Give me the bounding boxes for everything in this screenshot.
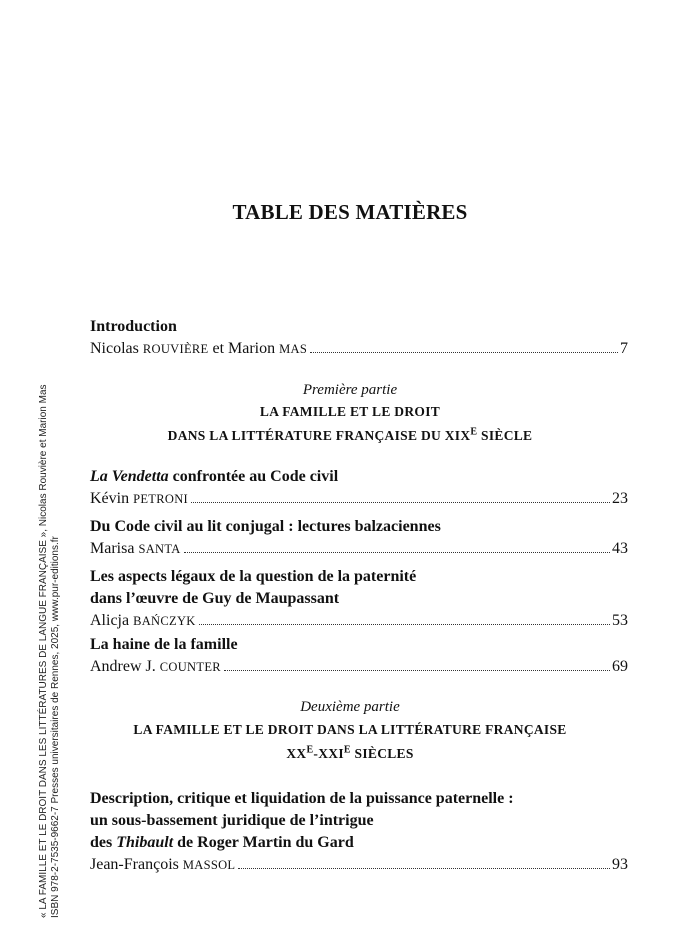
dot-leader bbox=[224, 670, 610, 671]
page-number: 43 bbox=[612, 540, 628, 557]
entry-author-line bbox=[90, 488, 628, 510]
dot-leader bbox=[184, 552, 610, 553]
author-name: Kévin PETRONI bbox=[90, 490, 188, 507]
author-name: Jean-François MASSOL bbox=[90, 856, 236, 873]
page-number: 53 bbox=[612, 612, 628, 629]
part-1-title: LA FAMILLE ET LE DROIT DANS LA LITTÉRATURE FRANÇAISE DU $XIX^E$ SIÈCLE bbox=[167, 404, 533, 443]
page-number: 7 bbox=[620, 340, 628, 357]
dot-leader bbox=[191, 502, 610, 503]
sidebar-line-1: « LA FAMILLE ET LE DROIT DANS LES LITTÉRATURES DE LANGUE FRANÇAISE », Nicolas Rouvière et Marion Mas bbox=[38, 384, 49, 918]
toc-entry-santa[interactable] bbox=[90, 516, 628, 560]
entry-author-line bbox=[90, 656, 628, 678]
toc-entry-massol[interactable] bbox=[90, 788, 628, 876]
entry-author-line bbox=[90, 610, 628, 632]
dot-leader bbox=[238, 868, 610, 869]
toc-entry-banczyk[interactable] bbox=[90, 566, 628, 632]
entry-title: Les aspects légaux de la question de la paternité dans l’œuvre de Guy de Maupassant bbox=[90, 568, 417, 607]
entry-title: Description, critique et liquidation de la puissance paternelle : un sous-bassement juridique de l’intrigue des Thibault de Roger Martin du Gard bbox=[90, 790, 514, 851]
dot-leader bbox=[199, 624, 610, 625]
author-name: Andrew J. COUNTER bbox=[90, 658, 221, 675]
toc-entry-counter[interactable] bbox=[90, 634, 628, 678]
entry-title: La Vendetta confrontée au Code civil bbox=[90, 468, 339, 485]
page-number: 93 bbox=[612, 856, 628, 873]
dot-leader bbox=[310, 352, 618, 353]
sidebar-line-2: ISBN 978-2-7535-9662-7 Presses universitaires de Rennes, 2025, www.pur-editions.fr bbox=[50, 536, 61, 918]
author-name: Nicolas ROUVIÈRE et Marion MAS bbox=[90, 340, 308, 357]
entry-title: La haine de la famille bbox=[90, 636, 238, 653]
page-number: 23 bbox=[612, 490, 628, 507]
author-name: Marisa SANTA bbox=[90, 540, 181, 557]
entry-author-line bbox=[90, 538, 628, 560]
part-2-label: Deuxième partie bbox=[300, 699, 400, 715]
author-name: Alicja BAŃCZYK bbox=[90, 612, 196, 629]
toc-entry-introduction[interactable] bbox=[90, 316, 628, 360]
page-number: 69 bbox=[612, 658, 628, 675]
part-1-label: Première partie bbox=[302, 382, 398, 398]
entry-title: Introduction bbox=[90, 318, 177, 335]
toc-entry-petroni[interactable] bbox=[90, 466, 628, 510]
entry-author-line bbox=[90, 854, 628, 876]
entry-title: Du Code civil au lit conjugal : lectures balzaciennes bbox=[90, 518, 441, 535]
entry-author-line bbox=[90, 338, 628, 360]
part-2-title: LA FAMILLE ET LE DROIT DANS LA LITTÉRATURE FRANÇAISE $XX^E-XXI^E$ SIÈCLES bbox=[133, 722, 567, 761]
page-title: TABLE DES MATIÈRES bbox=[232, 200, 468, 224]
copyright-sidebar bbox=[38, 384, 62, 918]
